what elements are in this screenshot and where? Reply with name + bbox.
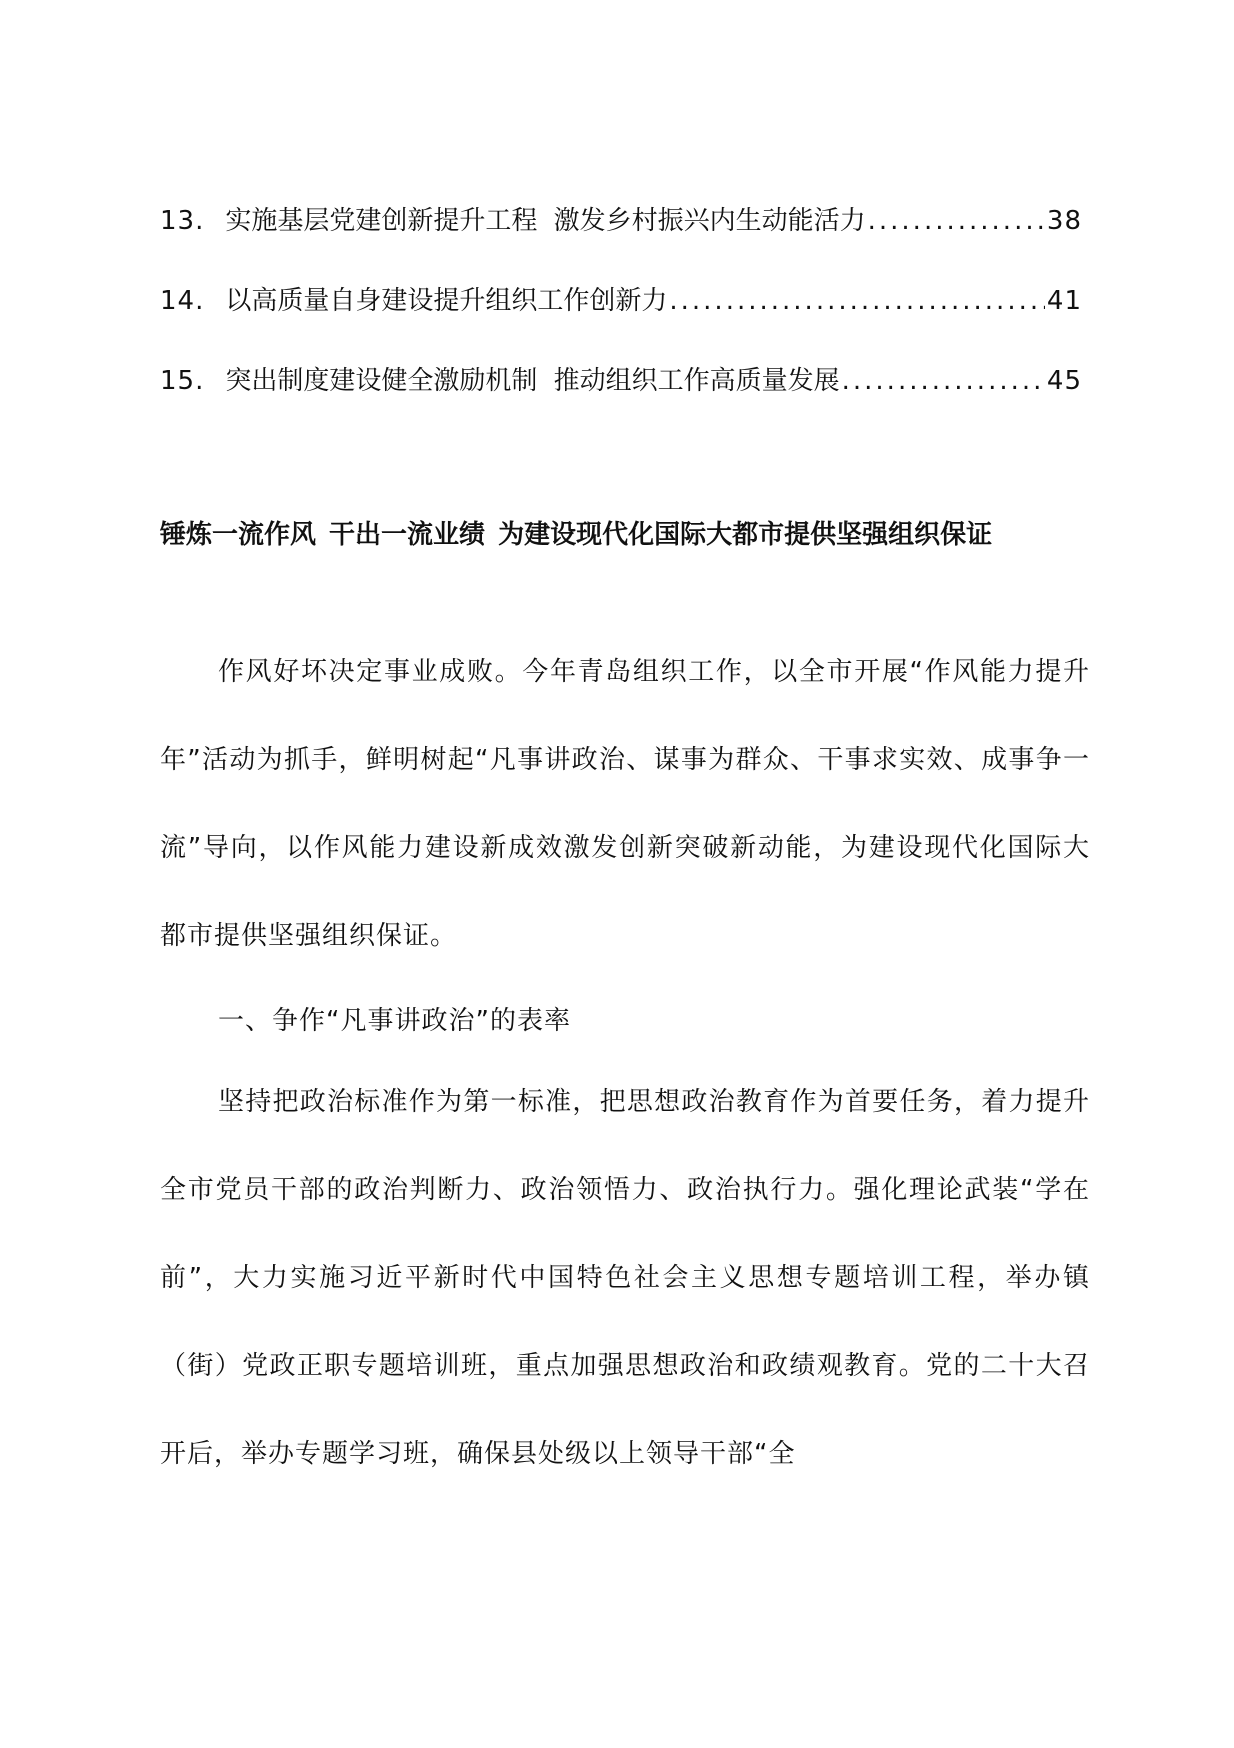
toc-entry-13[interactable] bbox=[160, 200, 1082, 236]
toc-entry-title: 突出制度建设健全激励机制 推动组织工作高质量发展 bbox=[225, 366, 840, 396]
toc-entry-separator: . bbox=[195, 366, 204, 396]
article-paragraph-1: 作风好坏决定事业成败。今年青岛组织工作，以全市开展“作风能力提升年”活动为抓手，鲜明树起“凡事讲政治、谋事为群众、干事求实效、成事争一流”导向，以作风能力建设新成效激发创新突破新动能，为建设现代化国际大都市提供坚强组织保证。 bbox=[160, 657, 1090, 951]
toc-entry-page: 41 bbox=[1046, 286, 1082, 316]
toc-dot-leader bbox=[669, 286, 1045, 316]
table-of-contents bbox=[160, 200, 1082, 440]
toc-entry-page: 38 bbox=[1046, 206, 1082, 236]
toc-entry-15[interactable] bbox=[160, 360, 1082, 396]
toc-dot-leader bbox=[842, 366, 1045, 396]
toc-dot-leader bbox=[868, 206, 1045, 236]
toc-entry-number: 13 bbox=[160, 206, 196, 236]
toc-entry-title: 以高质量自身建设提升组织工作创新力 bbox=[225, 286, 668, 316]
toc-entry-14[interactable] bbox=[160, 280, 1082, 316]
toc-entry-page: 45 bbox=[1046, 366, 1082, 396]
toc-entry-separator: . bbox=[195, 286, 204, 316]
article-paragraph-2: 坚持把政治标准作为第一标准，把思想政治教育作为首要任务，着力提升全市党员干部的政治判断力、政治领悟力、政治执行力。强化理论武装“学在前”，大力实施习近平新时代中国特色社会主义思想专题培训工程，举办镇（街）党政正职专题培训班，重点加强思想政治和政绩观教育。党的二十大召开后，举办专题学习班，确保县处级以上领导干部“全 bbox=[160, 1087, 1090, 1469]
toc-entry-separator: . bbox=[195, 206, 204, 236]
toc-entry-number: 15 bbox=[160, 366, 196, 396]
article-title: 锤炼一流作风 干出一流业绩 为建设现代化国际大都市提供坚强组织保证 bbox=[160, 520, 993, 550]
section-heading-1: 一、争作“凡事讲政治”的表率 bbox=[218, 1006, 571, 1036]
toc-entry-title: 实施基层党建创新提升工程 激发乡村振兴内生动能活力 bbox=[225, 206, 866, 236]
toc-entry-number: 14 bbox=[160, 286, 196, 316]
